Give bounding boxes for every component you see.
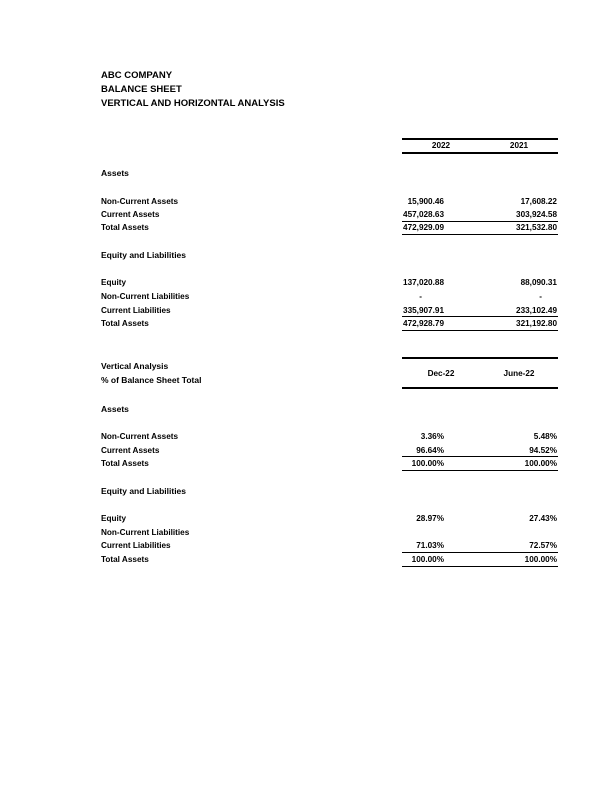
row-value-dec-22: 96.64% (416, 446, 444, 455)
row-value-2021: 233,102.49 (516, 306, 557, 315)
row-value-2022: 457,028.63 (403, 210, 444, 219)
row-value-june-22: 100.00% (524, 459, 557, 468)
row-label: Total Assets (101, 319, 149, 328)
row-value-2022: 15,900.46 (407, 197, 444, 206)
section-heading-assets: Assets (101, 404, 129, 414)
subtotal-rule (402, 552, 558, 553)
row-value-june-22: 27.43% (529, 514, 557, 523)
row-value-2021: - (539, 292, 542, 301)
column-header-dec-22: Dec-22 (427, 369, 455, 378)
row-label: Total Assets (101, 459, 149, 468)
row-value-june-22: 100.00% (524, 555, 557, 564)
row-label: Current Liabilities (101, 541, 171, 550)
subtotal-rule (402, 456, 558, 457)
row-value-2021: 321,192.80 (516, 319, 557, 328)
statement-name: BALANCE SHEET (101, 84, 182, 95)
report-subtitle: VERTICAL AND HORIZONTAL ANALYSIS (101, 98, 285, 109)
company-name: ABC COMPANY (101, 70, 173, 81)
document-title-block (101, 69, 285, 111)
total-rule (402, 234, 558, 235)
subtotal-rule (402, 316, 558, 317)
row-value-june-22: 94.52% (529, 446, 557, 455)
total-rule (402, 470, 558, 471)
row-value-2022: - (419, 292, 422, 301)
row-value-2021: 88,090.31 (520, 278, 557, 287)
header-bottom-rule (402, 152, 558, 154)
row-value-2022: 335,907.91 (403, 306, 444, 315)
row-value-dec-22: 71.03% (416, 541, 444, 550)
row-value-dec-22: 3.36% (420, 432, 444, 441)
row-value-2022: 137,020.88 (403, 278, 444, 287)
column-header-june-22: June-22 (503, 369, 535, 378)
row-value-dec-22: 28.97% (416, 514, 444, 523)
row-value-dec-22: 100.00% (411, 459, 444, 468)
row-label: Equity (101, 514, 127, 523)
section-heading-equity-liabilities: Equity and Liabilities (101, 486, 187, 496)
total-rule (402, 566, 558, 567)
section-heading-assets: Assets (101, 168, 129, 178)
row-value-2021: 321,532.80 (516, 223, 557, 232)
column-header-2022: 2022 (431, 141, 451, 150)
row-label: Total Assets (101, 223, 149, 232)
row-value-2021: 303,924.58 (516, 210, 557, 219)
row-value-2022: 472,928.79 (403, 319, 444, 328)
vertical-analysis-title: Vertical Analysis (101, 361, 169, 371)
row-label: Non-Current Liabilities (101, 528, 190, 537)
row-value-june-22: 5.48% (533, 432, 557, 441)
row-label: Non-Current Assets (101, 197, 179, 206)
row-label: Non-Current Assets (101, 432, 179, 441)
row-label: Current Liabilities (101, 306, 171, 315)
header-top-rule (402, 357, 558, 359)
row-label: Total Assets (101, 555, 149, 564)
section-heading-equity-liabilities: Equity and Liabilities (101, 250, 187, 260)
header-bottom-rule (402, 387, 558, 389)
vertical-analysis-subtitle: % of Balance Sheet Total (101, 375, 202, 385)
column-header-2021: 2021 (509, 141, 529, 150)
row-label: Current Assets (101, 446, 160, 455)
row-value-2021: 17,608.22 (520, 197, 557, 206)
row-label: Non-Current Liabilities (101, 292, 190, 301)
row-value-dec-22: 100.00% (411, 555, 444, 564)
total-rule (402, 330, 558, 331)
row-label: Equity (101, 278, 127, 287)
row-value-june-22: 72.57% (529, 541, 557, 550)
row-label: Current Assets (101, 210, 160, 219)
row-value-2022: 472,929.09 (403, 223, 444, 232)
